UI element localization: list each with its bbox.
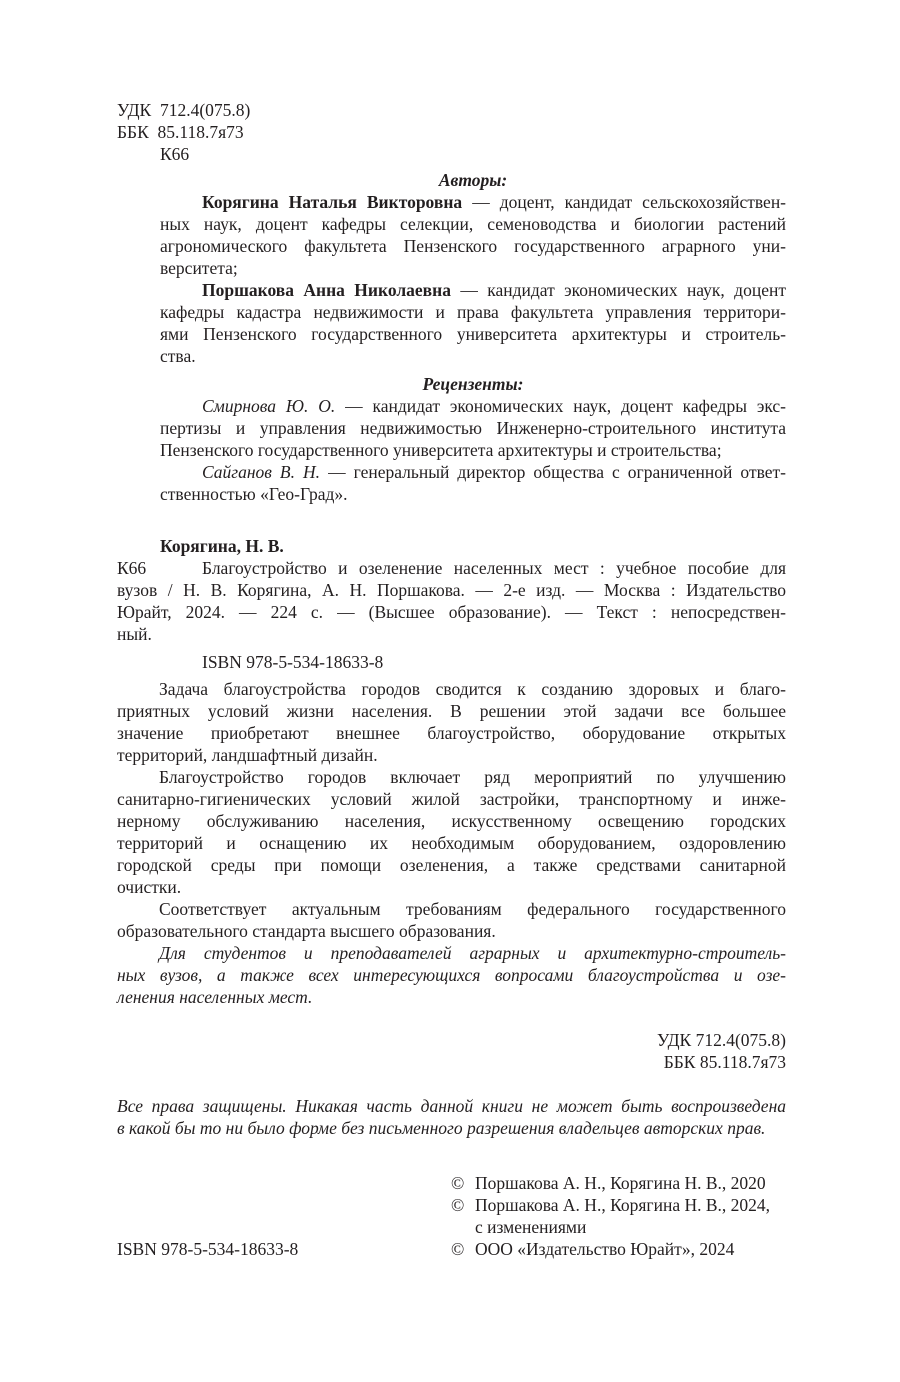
reviewers-section: [160, 373, 786, 505]
rights-line: Все права защищены. Никакая часть данной книги не может быть воспроизведена: [117, 1096, 786, 1116]
text-line: территорий и оснащению их необходимым оборудованием, оздоровлению: [117, 833, 786, 853]
copyright-line: [451, 1216, 791, 1238]
bib-isbn-text: ISBN 978-5-534-18633-8: [202, 652, 384, 672]
author-mark: К66: [160, 144, 190, 164]
entry-text: — кандидат экономических наук, доцент кафедры экс-: [335, 396, 787, 416]
entry-name: Смирнова Ю. О.: [202, 396, 336, 416]
text-line: городской среды при помощи озеленения, а также средствами санитарной: [117, 855, 786, 875]
entry-line: [160, 213, 786, 235]
bib-mark-text: К66: [117, 558, 147, 578]
copyright-text: с изменениями: [475, 1217, 587, 1237]
entry-line: [160, 191, 786, 213]
authors-heading: Авторы:: [438, 170, 508, 190]
text-line: приятных условий жизни населения. В решении этой задачи все большее: [117, 701, 786, 721]
copyright-text: Поршакова А. Н., Корягина Н. В., 2020: [475, 1173, 766, 1193]
bib-isbn: [202, 651, 383, 673]
udk-value: 712.4(075.8): [159, 100, 251, 120]
text-line: значение приобретают внешнее благоустройство, оборудование открытых: [117, 723, 786, 743]
copyright-text: ООО «Издательство Юрайт», 2024: [475, 1239, 735, 1259]
udk-label: УДК: [117, 100, 152, 120]
entry-name: Сайганов В. Н.: [202, 462, 321, 482]
audience-note: [117, 942, 786, 1008]
copyright-line: [451, 1194, 791, 1216]
entry-text: верситета;: [160, 258, 238, 278]
entry-text: пертизы и управления недвижимостью Инженерно-строительного института: [160, 418, 786, 438]
copyright-symbol: ©: [451, 1195, 465, 1215]
entry-line: [160, 301, 786, 323]
bib-author: Корягина, Н. В.: [160, 536, 284, 556]
entry-text: ями Пензенского государственного университета архитектуры и строитель-: [160, 324, 786, 344]
entry-text: — кандидат экономических наук, доцент: [450, 280, 786, 300]
copyright-symbol: ©: [451, 1239, 465, 1259]
rights-line: в какой бы то ни было форме без письменного разрешения владельцев авторских прав.: [117, 1118, 766, 1138]
text-line: Соответствует актуальным требованиям федерального государственного: [159, 899, 786, 919]
entry-line: [160, 235, 786, 257]
copyright-isbn: [117, 1238, 298, 1260]
bibliographic-description: [117, 557, 786, 645]
entry-text: ства.: [160, 346, 196, 366]
bottom-codes: [500, 1029, 786, 1073]
text-line: ленения населенных мест.: [117, 987, 313, 1007]
text-line: ных вузов, а также всех интересующихся вопросами благоустройства и озе-: [117, 965, 786, 985]
bbk-line: [117, 121, 250, 143]
entry-name: Корягина Наталья Викторовна: [202, 192, 463, 212]
copyright-line: [451, 1172, 791, 1194]
classification-block: [117, 99, 250, 165]
entry-line: [160, 439, 786, 461]
text-line: нерному обслуживанию населения, искусственному освещению городских: [117, 811, 786, 831]
text-line: ный.: [117, 624, 152, 644]
copyright-symbol: ©: [451, 1173, 465, 1193]
annotation: [117, 678, 786, 1008]
text-line: образовательного стандарта высшего образования.: [117, 921, 496, 941]
copyright-text: Поршакова А. Н., Корягина Н. В., 2024,: [475, 1195, 771, 1215]
entry-text: агрономического факультета Пензенского государственного аграрного уни-: [160, 236, 786, 256]
copyright-block: [451, 1172, 791, 1260]
reviewers-heading: Рецензенты:: [422, 374, 524, 394]
entry-line: [160, 461, 786, 483]
entry-line: [160, 323, 786, 345]
bottom-bbk: ББК 85.118.7я73: [663, 1052, 786, 1072]
text-line: Для студентов и преподавателей аграрных и архитектурно-строитель-: [159, 943, 786, 963]
entry-line: [160, 395, 786, 417]
entry-text: Пензенского государственного университета архитектуры и строительства;: [160, 440, 722, 460]
entry-text: ственностью «Гео-Град».: [160, 484, 348, 504]
copyright-line: [451, 1238, 791, 1260]
entry-line: [160, 279, 786, 301]
authors-section: [160, 169, 786, 367]
entry-text: кафедры кадастра недвижимости и права факультета управления территори-: [160, 302, 786, 322]
text-line: очистки.: [117, 877, 182, 897]
entry-line: [160, 345, 786, 367]
text-line: территорий, ландшафтный дизайн.: [117, 745, 378, 765]
entry-text: — генеральный директор общества с ограниченной ответ-: [320, 462, 786, 482]
entry-text: ных наук, доцент кафедры селекции, семеноводства и биологии растений: [160, 214, 786, 234]
text-line: Юрайт, 2024. — 224 с. — (Высшее образование). — Текст : непосредствен-: [117, 602, 786, 622]
text-line: Благоустройство и озеленение населенных мест : учебное пособие для: [202, 558, 786, 578]
udk-line: [117, 99, 250, 121]
isbn-text: ISBN 978-5-534-18633-8: [117, 1239, 299, 1259]
entry-name: Поршакова Анна Николаевна: [202, 280, 451, 300]
entry-line: [160, 257, 786, 279]
bbk-label: ББК: [117, 122, 149, 142]
entry-text: — доцент, кандидат сельскохозяйствен-: [462, 192, 787, 212]
text-line: вузов / Н. В. Корягина, А. Н. Поршакова. — 2-е изд. — Москва : Издательство: [117, 580, 786, 600]
bib-author-heading: [160, 535, 284, 557]
entry-line: [160, 417, 786, 439]
text-line: санитарно-гигиенических условий жилой застройки, транспортному и инже-: [117, 789, 786, 809]
text-line: Благоустройство городов включает ряд мероприятий по улучшению: [159, 767, 786, 787]
bbk-value: 85.118.7я73: [157, 122, 244, 142]
text-line: Задача благоустройства городов сводится к созданию здоровых и благо-: [159, 679, 786, 699]
entry-line: [160, 483, 786, 505]
rights-notice: [117, 1095, 786, 1139]
bottom-udk: УДК 712.4(075.8): [656, 1030, 786, 1050]
